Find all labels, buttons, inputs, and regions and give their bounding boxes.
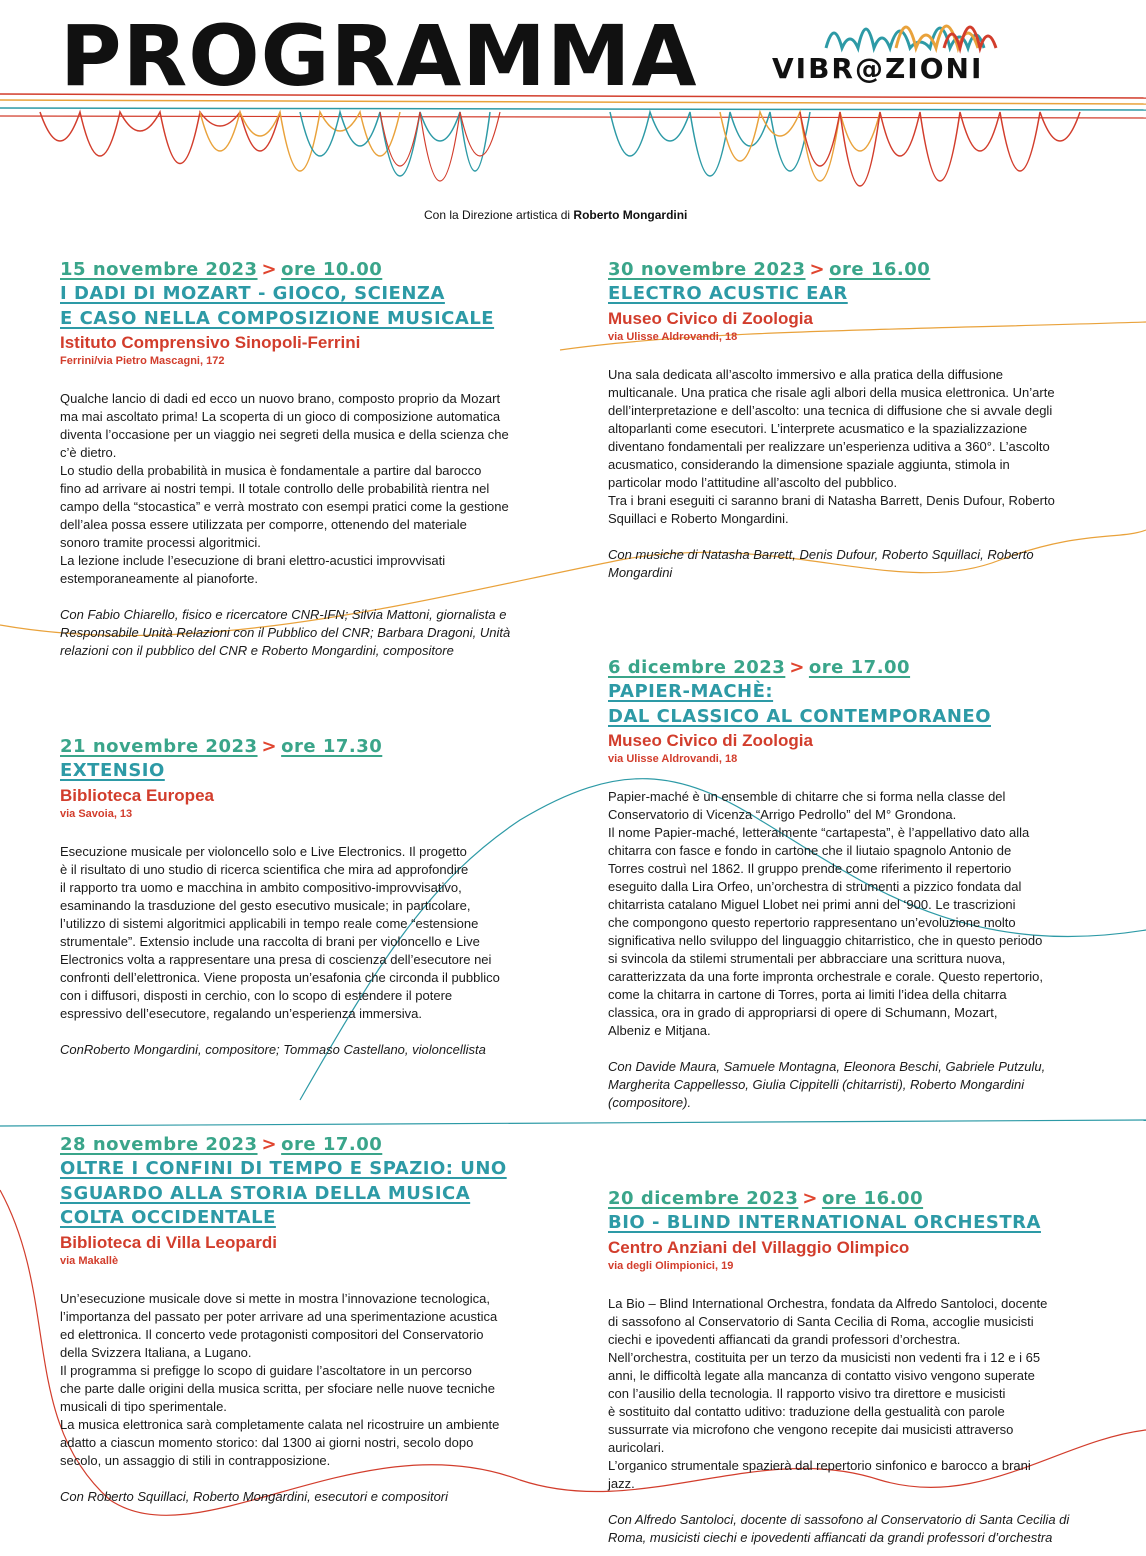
description-line: diventano fondamentali per realizzare un’esperienza uditiva a 360°. L’ascolto xyxy=(608,438,1050,454)
description-line: chitarra con fasce e fondo in cartone che il liutaio spagnolo Antonio de xyxy=(608,843,1012,858)
event-time: ore 16.00 xyxy=(821,1188,924,1209)
description-line: l’importanza del passato per poter arrivare ad una sperimentazione acustica xyxy=(60,1308,498,1324)
credit-line: relazioni con il pubblico del CNR e Roberto Mongardini, compositore xyxy=(60,643,454,658)
event-title-line: OLTRE I CONFINI DI TEMPO E SPAZIO: UNO xyxy=(60,1158,507,1179)
event-date-line xyxy=(60,258,510,282)
description-line: sussurrate via microfono che vengono recepite dai musicisti attraverso xyxy=(608,1421,1014,1437)
description-line: acusmatico, considerando la dimensione spaziale aggiunta, stimola in xyxy=(608,456,1010,472)
event-venue: Biblioteca Europea xyxy=(60,785,214,805)
description-line: particolar modo l’attitudine all’ascolto del pubblico. xyxy=(608,474,898,490)
description-line: esaminando la trasduzione del gesto esecutivo musicale; in particolare, xyxy=(60,897,471,913)
description-line: espressivo dell’esecutore, regalando un’esperienza immersiva. xyxy=(60,1005,423,1021)
event-credits xyxy=(608,1058,1045,1112)
event-time: ore 17.00 xyxy=(281,1134,383,1155)
description-line: fino ad arrivare ai nostri tempi. Il totale controllo delle probabilità rientra nel xyxy=(60,481,490,496)
event-title xyxy=(608,680,1045,729)
description-line: L’organico strumentale spazierà dal repertorio sinfonico e barocco a brani xyxy=(608,1457,1031,1473)
description-line: sonoro tramite processi algoritmici. xyxy=(60,535,261,550)
description-line: Esecuzione musicale per violoncello solo e Live Electronics. Il progetto xyxy=(60,843,467,859)
event-credits xyxy=(60,1488,507,1506)
description-line: diventa l’occasione per un viaggio nei segreti della musica e della scienza che xyxy=(60,427,509,442)
description-line: Squillaci e Roberto Mongardini. xyxy=(608,510,789,526)
credit-line: Responsabile Unità Relazioni con il Pubblico del CNR; Barbara Dragoni, Unità xyxy=(60,625,511,640)
credit-line: (compositore). xyxy=(608,1095,692,1110)
event-date: 20 dicembre 2023 xyxy=(608,1188,799,1209)
event-date-line xyxy=(60,1133,507,1157)
description-line: auricolari. xyxy=(608,1439,665,1455)
description-line: si svincola da stilemi strumentali per abbracciare una scrittura nuova, xyxy=(608,951,1006,966)
event-time: ore 17.30 xyxy=(281,736,383,757)
description-line: dell’interpretazione e dell’ascolto: una tecnica di diffusione che si avvale degli xyxy=(608,402,1053,418)
event-venue: Centro Anziani del Villaggio Olimpico xyxy=(608,1237,910,1257)
credit-line: Con Fabio Chiarello, fisico e ricercatore CNR-IFN; Silvia Mattoni, giornalista e xyxy=(60,607,507,622)
event-description xyxy=(608,1295,1069,1493)
event-card xyxy=(608,1187,1069,1547)
description-line: Electronics volta a rappresentare una presa di coscienza dell’esecutore nei xyxy=(60,951,492,967)
event-venue: Museo Civico di Zoologia xyxy=(608,308,813,328)
description-line: altoparlanti come esecutori. L’interprete acusmatico e la spazializzazione xyxy=(608,420,1028,436)
event-card xyxy=(60,1133,507,1506)
event-title-line: EXTENSIO xyxy=(60,760,165,781)
direction-prefix: Con la Direzione artistica di xyxy=(424,208,571,222)
event-address: via Makallè xyxy=(60,1254,119,1267)
description-line: è sostituito dal contatto uditivo: traduzione della gestualità con parole xyxy=(608,1403,1005,1419)
event-description xyxy=(60,843,500,1023)
event-separator: > xyxy=(789,657,805,678)
description-line: dell’alea possa essere utilizzata per comporre, ottenendo del materiale xyxy=(60,517,467,532)
event-date-line xyxy=(608,656,1045,680)
event-date: 15 novembre 2023 xyxy=(60,259,258,280)
description-line: l’utilizzo di sistemi algoritmici applicabili in tempo reale come “estensione xyxy=(60,915,479,931)
description-line: Nell’orchestra, costituita per un terzo da musicisti non vedenti fra i 12 e i 65 xyxy=(608,1349,1041,1365)
event-card xyxy=(608,258,1055,582)
event-title-line: ELECTRO ACUSTIC EAR xyxy=(608,283,848,304)
description-line: jazz. xyxy=(608,1475,635,1491)
event-separator: > xyxy=(261,736,278,757)
description-line: campo della “stocastica” e verrà mostrato con esempi pratici come la gestione xyxy=(60,499,509,514)
description-line: con l’ausilio della tecnologia. Il rapporto visivo tra direttore e musicisti xyxy=(608,1385,1006,1401)
description-line: secolo, un assaggio di stili in contrapposizione. xyxy=(60,1452,331,1468)
artistic-direction xyxy=(424,208,687,222)
description-line: Lo studio della probabilità in musica è fondamentale a partire dal barocco xyxy=(60,463,482,478)
credit-line: Mongardini xyxy=(608,564,673,580)
description-line: anni, le difficoltà legate alla mancanza di contatto visivo vengono superate xyxy=(608,1367,1035,1383)
description-line: Il programma si prefigge lo scopo di guidare l’ascoltatore in un percorso xyxy=(60,1362,472,1378)
description-line: il rapporto tra uomo e macchina in ambito compositivo-improvvisativo, xyxy=(60,879,462,895)
event-card xyxy=(60,735,500,1059)
event-venue: Museo Civico di Zoologia xyxy=(608,731,813,750)
description-line: ed elettronica. Il concerto vede protagonisti compositori del Conservatorio xyxy=(60,1326,484,1342)
event-title xyxy=(60,282,510,331)
description-line: di sassofono al Conservatorio di Santa Cecilia di Roma, accoglie musicisti xyxy=(608,1313,1034,1329)
page-title: PROGRAMMA xyxy=(60,7,698,105)
description-line: classica, ora in grado di appropriarsi di opere di Schumann, Mozart, xyxy=(608,1005,998,1020)
event-address: via Ulisse Aldrovandi, 18 xyxy=(608,330,738,343)
event-time: ore 17.00 xyxy=(808,657,911,678)
description-line: La lezione include l’esecuzione di brani elettro-acustici improvvisati xyxy=(60,553,446,568)
event-title-line: SGUARDO ALLA STORIA DELLA MUSICA xyxy=(60,1182,471,1204)
event-card xyxy=(60,258,510,660)
credit-line: Con Davide Maura, Samuele Montagna, Eleonora Beschi, Gabriele Putzulu, xyxy=(608,1059,1046,1074)
description-line: Il nome Papier-maché, letteralmente “cartapesta”, è l’appellativo dato alla xyxy=(608,825,1030,840)
event-time: ore 10.00 xyxy=(281,259,383,280)
description-line: Tra i brani eseguiti ci saranno brani di Natasha Barrett, Denis Dufour, Roberto xyxy=(608,492,1055,508)
event-date-line xyxy=(60,735,500,759)
event-date: 30 novembre 2023 xyxy=(608,259,806,280)
description-line: Albeniz e Mitjana. xyxy=(608,1023,711,1038)
credit-line: Con Roberto Squillaci, Roberto Mongardini, esecutori e compositori xyxy=(60,1488,449,1504)
event-description xyxy=(60,1290,507,1470)
credit-line: Con Alfredo Santoloci, docente di sassofono al Conservatorio di Santa Cecilia di xyxy=(608,1511,1070,1527)
description-line: ma mai ascoltato prima! La scoperta di un gioco di composizione automatica xyxy=(60,409,501,424)
event-venue: Istituto Comprensivo Sinopoli-Ferrini xyxy=(60,333,361,352)
description-line: Torres costruì nel 1862. Il gruppo prende come riferimento il repertorio xyxy=(608,861,1012,876)
event-separator: > xyxy=(802,1188,818,1209)
event-credits xyxy=(60,1041,500,1059)
event-card xyxy=(608,656,1045,1112)
event-title-line: I DADI DI MOZART - GIOCO, SCIENZA xyxy=(60,283,445,304)
description-line: ciechi e ipovedenti affiancati da grandi professori d’orchestra. xyxy=(608,1331,961,1347)
event-credits xyxy=(60,606,510,660)
description-line: chitarrista catalano Miguel Llobet nei primi anni del ‘900. Le trascrizioni xyxy=(608,897,1016,912)
event-separator: > xyxy=(261,1134,278,1155)
description-line: della Svizzera Italiana, a Lugano. xyxy=(60,1344,252,1360)
event-address: Ferrini/via Pietro Mascagni, 172 xyxy=(60,355,225,367)
event-date: 6 dicembre 2023 xyxy=(608,657,786,678)
credit-line: ConRoberto Mongardini, compositore; Tommaso Castellano, violoncellista xyxy=(60,1041,486,1057)
soundwave-icon xyxy=(826,26,996,48)
event-title-line: E CASO NELLA COMPOSIZIONE MUSICALE xyxy=(60,307,495,329)
event-date-line xyxy=(608,258,1055,282)
event-separator: > xyxy=(261,259,278,280)
event-description xyxy=(608,366,1055,528)
event-address: via Savoia, 13 xyxy=(60,807,133,820)
description-line: musicali di tipo sperimentale. xyxy=(60,1398,227,1414)
event-address: via Ulisse Aldrovandi, 18 xyxy=(608,753,738,765)
director-name: Roberto Mongardini xyxy=(573,208,688,222)
event-description xyxy=(60,390,510,588)
credit-line: Margherita Cappellesso, Giulia Cippitelli (chitarristi), Roberto Mongardini xyxy=(608,1077,1025,1092)
event-title xyxy=(608,282,1055,307)
description-line: multicanale. Una pratica che risale agli albori della musica elettronica. Un’arte xyxy=(608,384,1055,400)
description-line: eseguito dalla Lira Orfeo, un’orchestra di strumenti a pizzico fondata dal xyxy=(608,879,1022,894)
credit-line: Roma, musicisti ciechi e ipovedenti affiancati da grandi professori d’orchestra xyxy=(608,1529,1053,1545)
event-title-line: COLTA OCCIDENTALE xyxy=(60,1207,276,1228)
description-line: caratterizzata da una forte impronta orchestrale e corale. Questo repertorio, xyxy=(608,969,1043,984)
event-date-line xyxy=(608,1187,1069,1211)
description-line: che parte dalle origini della musica scritta, per sfociare nelle nuove tecniche xyxy=(60,1380,496,1396)
event-time: ore 16.00 xyxy=(829,259,931,280)
description-line: Conservatorio di Vicenza “Arrigo Pedrollo” del M° Grondona. xyxy=(608,807,957,822)
description-line: La musica elettronica sarà completamente calata nel ricostruire un ambiente xyxy=(60,1416,500,1432)
event-venue: Biblioteca di Villa Leopardi xyxy=(60,1232,277,1252)
description-line: adatto a ciascun momento storico: dal 1300 ai giorni nostri, secolo dopo xyxy=(60,1434,474,1450)
description-line: estemporaneamente al pianoforte. xyxy=(60,571,259,586)
description-line: come la chitarra in cartone di Torres, porta ai limiti l’idea della chitarra xyxy=(608,987,1007,1002)
event-credits xyxy=(608,546,1055,582)
event-credits xyxy=(608,1511,1069,1547)
event-title-line: DAL CLASSICO AL CONTEMPORANEO xyxy=(608,705,991,727)
event-address: via degli Olimpionici, 19 xyxy=(608,1259,734,1272)
description-line: Una sala dedicata all’ascolto immersivo e alla pratica della diffusione xyxy=(608,366,1004,382)
description-line: Qualche lancio di dadi ed ecco un nuovo brano, composto proprio da Mozart xyxy=(60,391,501,406)
description-line: confronti dell’elettronica. Viene proposta un’esafonia che circonda il pubblico xyxy=(60,969,500,985)
description-line: La Bio – Blind International Orchestra, fondata da Alfredo Santoloci, docente xyxy=(608,1295,1048,1311)
description-line: significativa nello sviluppo del linguaggio chitarristico, che in questo periodo xyxy=(608,933,1043,948)
description-line: strumentale”. Extensio include una raccolta di brani per violoncello e Live xyxy=(60,933,480,949)
credit-line: Con musiche di Natasha Barrett, Denis Dufour, Roberto Squillaci, Roberto xyxy=(608,546,1034,562)
event-date: 28 novembre 2023 xyxy=(60,1134,258,1155)
event-separator: > xyxy=(809,259,826,280)
description-line: c’è dietro. xyxy=(60,445,117,460)
description-line: con i diffusori, disposti in cerchio, con lo scopo di estendere il potere xyxy=(60,987,453,1003)
event-title xyxy=(60,1157,507,1231)
event-title-line: BIO - BLIND INTERNATIONAL ORCHESTRA xyxy=(608,1212,1041,1233)
description-line: Papier-maché è un ensemble di chitarre che si forma nella classe del xyxy=(608,789,1006,804)
event-title-line: PAPIER-MACHÈ: xyxy=(608,681,774,702)
description-line: che compongono questo repertorio rappresentano un’evoluzione molto xyxy=(608,915,1016,930)
event-title xyxy=(608,1211,1069,1236)
event-description xyxy=(608,788,1045,1040)
event-title xyxy=(60,759,500,784)
description-line: Un’esecuzione musicale dove si mette in mostra l’innovazione tecnologica, xyxy=(60,1290,490,1306)
event-date: 21 novembre 2023 xyxy=(60,736,258,757)
brand-logo: VIBR@ZIONI xyxy=(772,52,984,85)
description-line: è il risultato di uno studio di ricerca scientifica che mira ad approfondire xyxy=(60,861,469,877)
